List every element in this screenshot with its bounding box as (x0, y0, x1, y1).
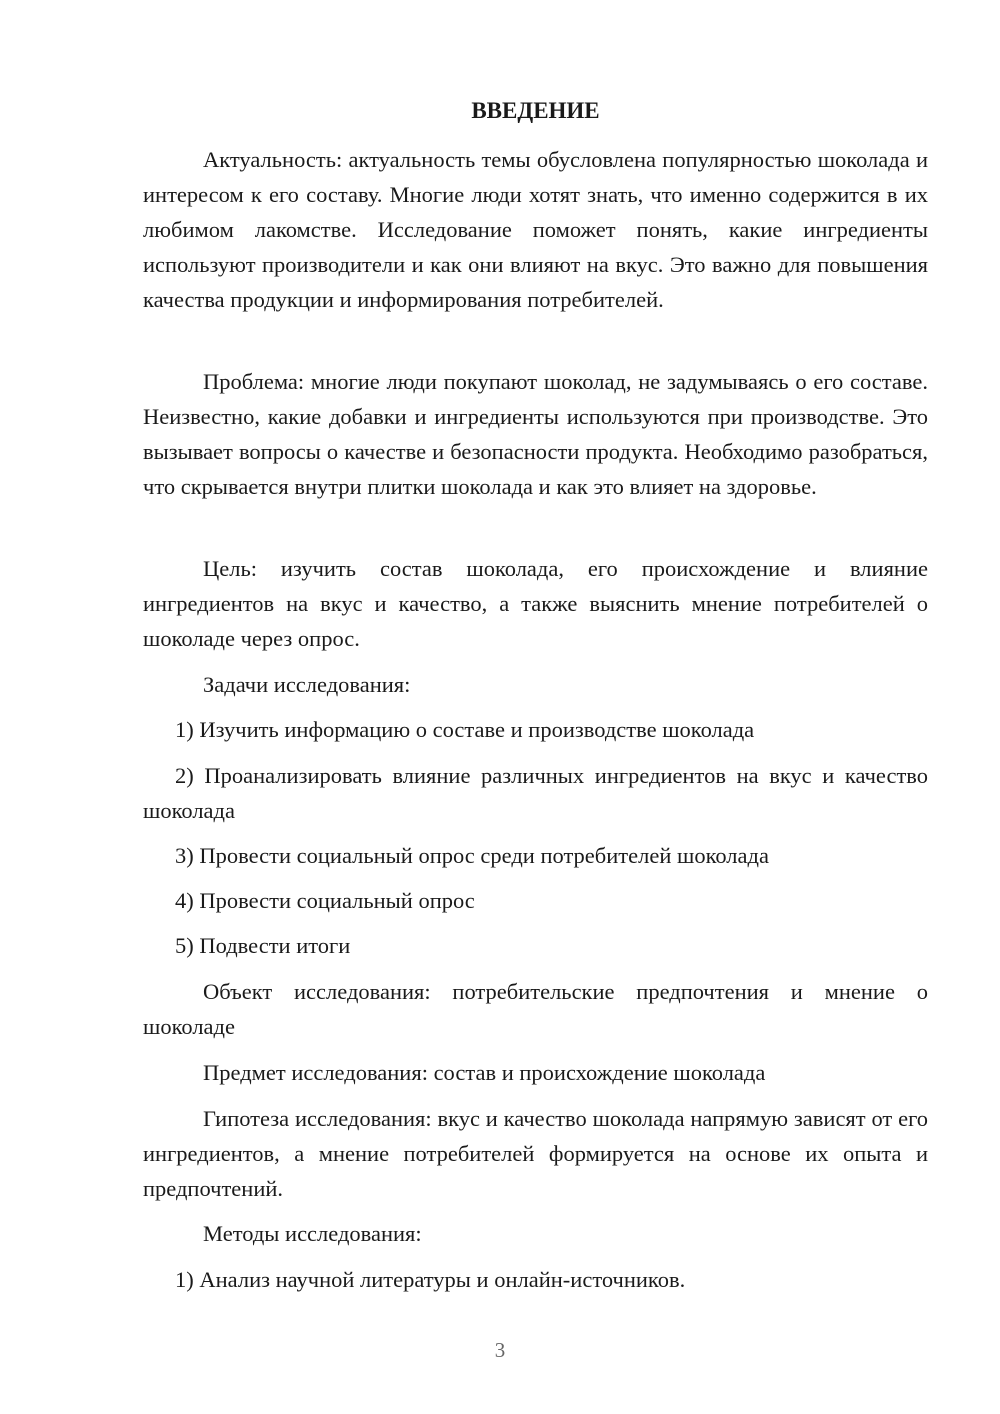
object-paragraph: Объект исследования: потребительские предпочтения и мнение о шоколаде (143, 979, 928, 1039)
subject-paragraph: Предмет исследования: состав и происхождение шоколада (203, 1060, 766, 1085)
problem-paragraph: Проблема: многие люди покупают шоколад, не задумываясь о его составе. Неизвестно, какие добавки и ингредиенты используются при производстве. Это вызывает вопросы о качестве и безопасности продукта. Необходимо разобраться, что скрывается внутри плитки шоколада и как это влияет на здоровье. (143, 369, 928, 499)
task-item-5: 5) Подвести итоги (175, 933, 351, 958)
methods-title: Методы исследования: (203, 1221, 422, 1246)
section-heading: ВВЕДЕНИЕ (471, 98, 600, 123)
task-item-3: 3) Провести социальный опрос среди потребителей шоколада (175, 843, 769, 868)
relevance-paragraph: Актуальность: актуальность темы обусловлена популярностью шоколада и интересом к его составу. Многие люди хотят знать, что именно содержится в их любимом лакомстве. Исследование поможет понять, какие ингредиенты используют производители и как они влияют на вкус. Это важно для повышения качества продукции и информирования потребителей. (143, 147, 928, 312)
task-item-4: 4) Провести социальный опрос (175, 888, 475, 913)
task-item-2: 2) Проанализировать влияние различных ингредиентов на вкус и качество шоколада (143, 763, 928, 823)
task-item-1: 1) Изучить информацию о составе и производстве шоколада (175, 717, 755, 742)
goal-paragraph: Цель: изучить состав шоколада, его происхождение и влияние ингредиентов на вкус и качество, а также выяснить мнение потребителей о шоколаде через опрос. (143, 556, 928, 651)
page-number: 3 (494, 1338, 506, 1362)
method-item-1: 1) Анализ научной литературы и онлайн-источников. (175, 1267, 686, 1292)
hypothesis-paragraph: Гипотеза исследования: вкус и качество шоколада напрямую зависят от его ингредиентов, а мнение потребителей формируется на основе их опыта и предпочтений. (143, 1106, 928, 1201)
tasks-title: Задачи исследования: (203, 672, 411, 697)
